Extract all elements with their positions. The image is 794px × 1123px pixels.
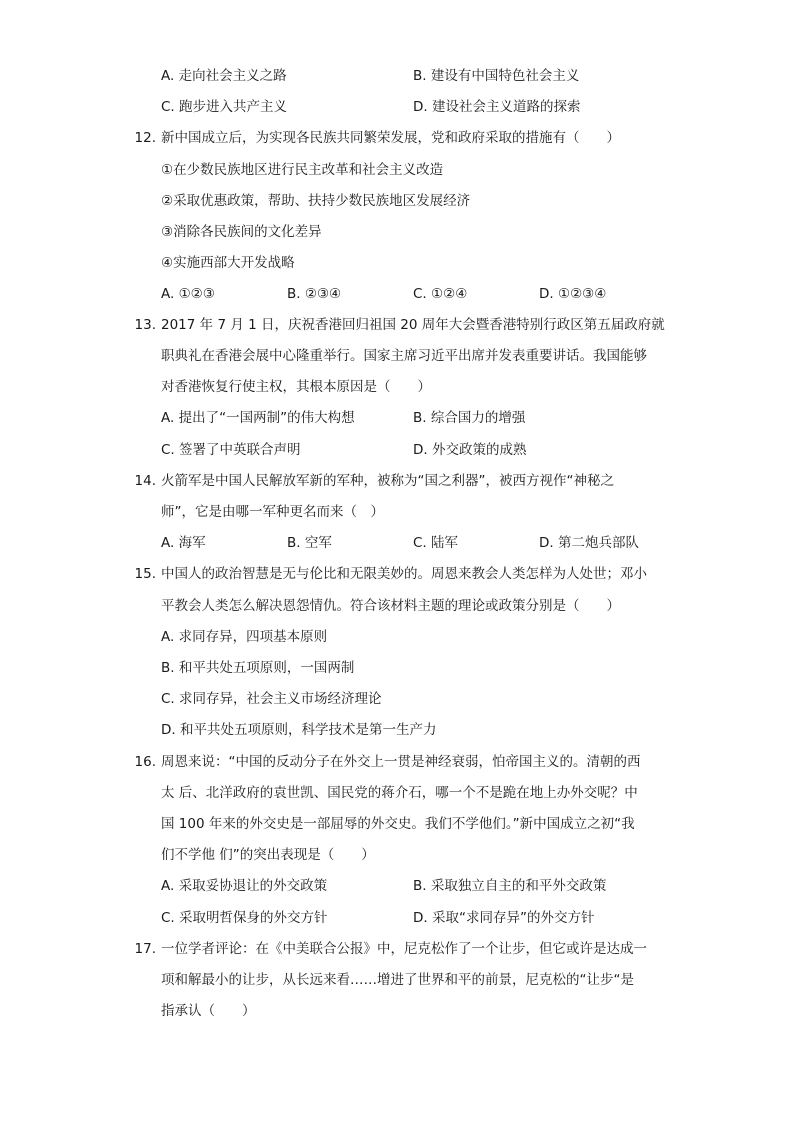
q17-number: 17. bbox=[134, 941, 156, 957]
q15-line-1: 中国人的政治智慧是无与伦比和无限美妙的。周恩来教会人类怎样为人处世；邓小 bbox=[161, 566, 647, 582]
q11-option-c: C. 跑步进入共产主义 bbox=[161, 99, 288, 115]
q13-line-2: 职典礼在香港会展中心隆重举行。国家主席习近平出席并发表重要讲话。我国能够 bbox=[161, 348, 647, 364]
q16-number: 16. bbox=[134, 754, 156, 770]
q14-option-d: D. 第二炮兵部队 bbox=[539, 535, 639, 551]
q13-line-3: 对香港恢复行使主权，其根本原因是（ ） bbox=[161, 379, 431, 395]
q14-line-1: 火箭军是中国人民解放军新的军种，被称为“国之利器”，被西方视作“神秘之 bbox=[161, 473, 614, 489]
q14-number: 14. bbox=[134, 473, 156, 489]
q15-line-2: 平教会人类怎么解决恩怨情仇。符合该材料主题的理论或政策分别是（ ） bbox=[161, 598, 620, 614]
q16-option-c: C. 采取明哲保身的外交方针 bbox=[161, 910, 328, 926]
q15-option-d: D. 和平共处五项原则，科学技术是第一生产力 bbox=[161, 722, 437, 738]
q15-option-c: C. 求同存异，社会主义市场经济理论 bbox=[161, 691, 382, 707]
q13-option-b: B. 综合国力的增强 bbox=[413, 410, 526, 426]
q12-stem: 新中国成立后，为实现各民族共同繁荣发展，党和政府采取的措施有（ ） bbox=[161, 130, 620, 146]
q16-line-4: 们不学他 们”的突出表现是（ ） bbox=[161, 847, 375, 863]
q15-number: 15. bbox=[134, 566, 156, 582]
q11-option-d: D. 建设社会主义道路的探索 bbox=[413, 99, 581, 115]
q14-option-b: B. 空军 bbox=[287, 535, 332, 551]
q16-option-a: A. 采取妥协退让的外交政策 bbox=[161, 878, 328, 894]
q13-option-d: D. 外交政策的成熟 bbox=[413, 442, 527, 458]
q13-line-1: 2017 年 7 月 1 日，庆祝香港回归祖国 20 周年大会暨香港特别行政区第五届政府就 bbox=[161, 317, 665, 333]
q11-option-b: B. 建设有中国特色社会主义 bbox=[413, 68, 580, 84]
q12-option-d: D. ①②③④ bbox=[539, 286, 607, 302]
q16-line-1: 周恩来说：“中国的反动分子在外交上一贯是神经衰弱，怕帝国主义的。清朝的西 bbox=[161, 754, 641, 770]
q14-option-a: A. 海军 bbox=[161, 535, 206, 551]
q15-option-b: B. 和平共处五项原则，一国两制 bbox=[161, 660, 355, 676]
q16-line-3: 国 100 年来的外交史是一部屈辱的外交史。我们不学他们。”新中国成立之初“我 bbox=[161, 816, 635, 832]
q16-option-d: D. 采取“求同存异”的外交方针 bbox=[413, 910, 595, 926]
q12-option-c: C. ①②④ bbox=[413, 286, 468, 302]
q14-line-2: 师”，它是由哪一军种更名而来（ ） bbox=[161, 504, 384, 520]
q12-option-b: B. ②③④ bbox=[287, 286, 342, 302]
q12-option-a: A. ①②③ bbox=[161, 286, 215, 302]
q13-number: 13. bbox=[134, 317, 156, 333]
q15-option-a: A. 求同存异，四项基本原则 bbox=[161, 629, 328, 645]
q17-line-2: 项和解最小的让步，从长远来看……增进了世界和平的前景，尼克松的“让步“是 bbox=[161, 972, 634, 988]
q12-number: 12. bbox=[134, 130, 156, 146]
q12-item-1: ①在少数民族地区进行民主改革和社会主义改造 bbox=[161, 162, 444, 178]
q13-option-a: A. 提出了“一国两制”的伟大构想 bbox=[161, 410, 355, 426]
q12-item-2: ②采取优惠政策，帮助、扶持少数民族地区发展经济 bbox=[161, 193, 471, 209]
q16-line-2: 太 后、北洋政府的袁世凯、国民党的蒋介石，哪一个不是跪在地上办外交呢？中 bbox=[161, 785, 638, 801]
q11-option-a: A. 走向社会主义之路 bbox=[161, 68, 287, 84]
q17-line-1: 一位学者评论：在《中美联合公报》中，尼克松作了一个让步，但它或许是达成一 bbox=[161, 941, 647, 957]
q17-line-3: 指承认（ ） bbox=[161, 1003, 256, 1019]
q12-item-3: ③消除各民族间的文化差异 bbox=[161, 224, 322, 240]
q13-option-c: C. 签署了中英联合声明 bbox=[161, 442, 301, 458]
q12-item-4: ④实施西部大开发战略 bbox=[161, 255, 295, 271]
q14-option-c: C. 陆军 bbox=[413, 535, 459, 551]
q16-option-b: B. 采取独立自主的和平外交政策 bbox=[413, 878, 607, 894]
